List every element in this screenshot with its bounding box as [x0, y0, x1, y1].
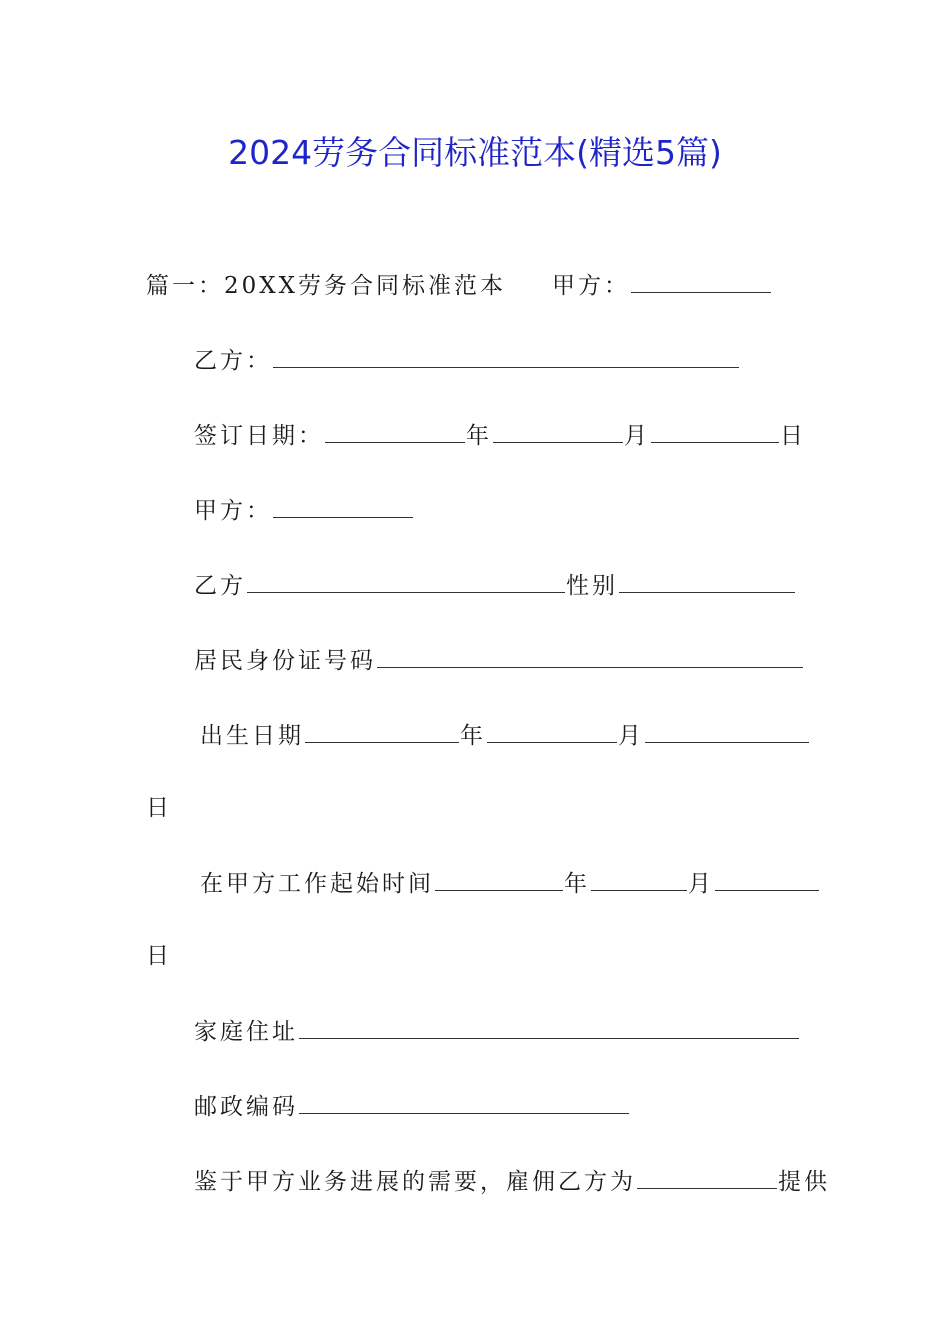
month-label: 月	[618, 723, 644, 749]
line-party-a-2	[194, 495, 414, 526]
line-birth-date	[200, 720, 810, 751]
party-b-label-2: 乙方	[194, 573, 246, 599]
line-birth-day-wrap	[146, 793, 172, 823]
line-home-address	[194, 1016, 800, 1047]
home-address-label: 家庭住址	[194, 1019, 298, 1045]
employment-clause-text: 鉴于甲方业务进展的需要，雇佣乙方为	[194, 1169, 636, 1195]
birth-date-label: 出生日期	[200, 723, 304, 749]
section-heading: 篇一：20XX劳务合同标准范本	[146, 273, 507, 299]
line-id-number	[194, 645, 804, 676]
birth-year-blank[interactable]	[305, 720, 459, 743]
sign-month-blank[interactable]	[493, 420, 623, 443]
day-label: 日	[780, 423, 806, 449]
line-employment-clause	[194, 1166, 830, 1197]
gender-label: 性别	[566, 573, 618, 599]
id-number-blank[interactable]	[377, 645, 803, 668]
year-label: 年	[564, 871, 590, 897]
day-label: 日	[146, 795, 172, 821]
work-start-year-blank[interactable]	[435, 868, 563, 891]
line-party-b-gender	[194, 570, 796, 601]
month-label: 月	[624, 423, 650, 449]
line-header	[146, 270, 772, 301]
work-start-month-blank[interactable]	[591, 868, 687, 891]
year-label: 年	[460, 723, 486, 749]
line-party-b	[194, 345, 740, 376]
day-label: 日	[146, 943, 172, 969]
work-start-day-blank[interactable]	[715, 868, 819, 891]
home-address-blank[interactable]	[299, 1016, 799, 1039]
id-number-label: 居民身份证号码	[194, 648, 376, 674]
sign-day-blank[interactable]	[651, 420, 779, 443]
work-start-label: 在甲方工作起始时间	[200, 871, 434, 897]
birth-month-blank[interactable]	[487, 720, 617, 743]
sign-year-blank[interactable]	[325, 420, 465, 443]
month-label: 月	[688, 871, 714, 897]
postal-code-label: 邮政编码	[194, 1094, 298, 1120]
party-b-blank[interactable]	[273, 345, 739, 368]
line-work-day-wrap	[146, 941, 172, 971]
employment-clause-tail: 提供	[778, 1169, 830, 1195]
line-postal-code	[194, 1091, 630, 1122]
document-title: 2024劳务合同标准范本(精选5篇)	[228, 133, 722, 172]
line-sign-date	[194, 420, 806, 451]
party-b-name-blank[interactable]	[247, 570, 565, 593]
party-b-label: 乙方：	[194, 348, 272, 374]
party-a-label-2: 甲方：	[194, 498, 272, 524]
year-label: 年	[466, 423, 492, 449]
sign-date-label: 签订日期：	[194, 423, 324, 449]
party-a-blank[interactable]	[631, 270, 771, 293]
employment-role-blank[interactable]	[637, 1166, 777, 1189]
party-a-blank-2[interactable]	[273, 495, 413, 518]
birth-day-blank[interactable]	[645, 720, 809, 743]
party-a-label: 甲方：	[552, 273, 631, 299]
line-work-start	[200, 868, 820, 899]
postal-code-blank[interactable]	[299, 1091, 629, 1114]
gender-blank[interactable]	[619, 570, 795, 593]
